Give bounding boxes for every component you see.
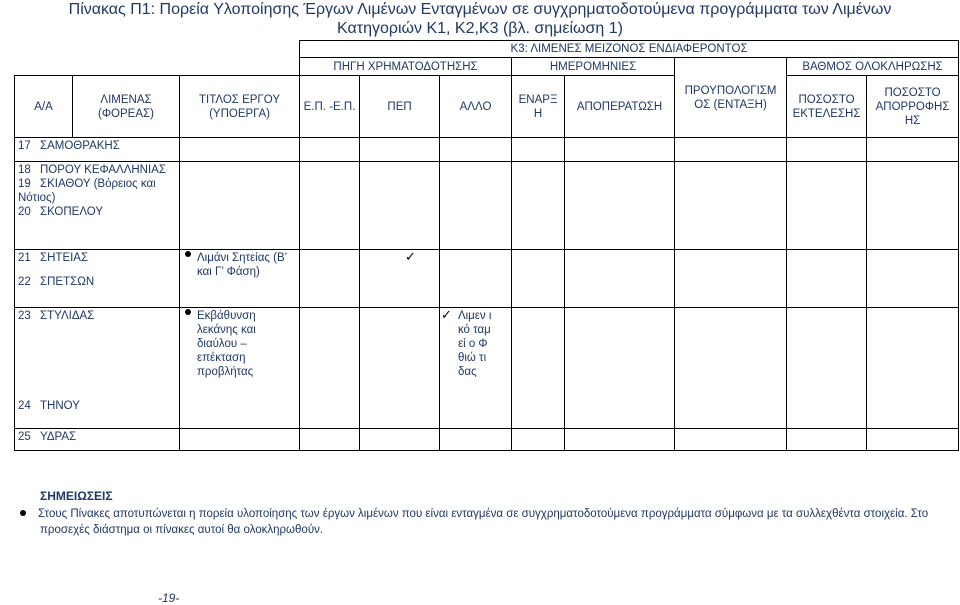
header-epep: Ε.Π. -Ε.Π. [300,76,360,138]
port-cell: 17 ΣΑΜΟΘΡΑΚΗΣ [15,138,180,162]
port-cell-group: 23 ΣΤΥΛΙΔΑΣ 24 ΤΗΝΟΥ [15,308,180,429]
section-title: Κ3: ΛΙΜΕΝΕΣ ΜΕΙΖΟΝΟΣ ΕΝΔΙΑΦΕΡΟΝΤΟΣ [300,41,959,58]
header-limenas: ΛΙΜΕΝΑΣ (ΦΟΡΕΑΣ) [73,76,180,138]
bullet-icon [185,251,191,257]
header-titlos: ΤΙΤΛΟΣ ΕΡΓΟΥ (ΥΠΟΕΡΓΑ) [180,76,300,138]
bullet-icon [185,309,191,315]
header-pososto-aporrofisis: ΠΟΣΟΣΤΟ ΑΠΟΡΡΟΦΗΣ ΗΣ [867,76,959,138]
page-number: -19- [158,591,180,605]
header-apoperatosi: ΑΠΟΠΕΡΑΤΩΣΗ [565,76,675,138]
notes-list [40,506,940,538]
table-row [15,429,959,451]
bullet-icon [20,510,26,516]
header-imerominies: ΗΜΕΡΟΜΗΝΙΕΣ [512,58,675,76]
port-cell: 25 ΥΔΡΑΣ [15,429,180,451]
project-cell: Λιμάνι Σητείας (Β’ και Γ’ Φάση) [180,250,300,308]
header-pososto-ektelesis: ΠΟΣΟΣΤΟ ΕΚΤΕΛΕΣΗΣ [787,76,867,138]
table-row [15,162,959,250]
header-aa: Α/Α [15,76,73,138]
allo-cell: ✓ Λιμεν ικό ταμεί ο Φθιώ τιδας [440,308,512,429]
list-item: Στους Πίνακες αποτυπώνεται η πορεία υλοποίησης των έργων λιμένων που είναι ενταγμένα σε συγχρηματοδοτούμενα προγράμματα σύμφωνα με τα συλλεχθέντα στοιχεία. Στο προσεχές διάστημα οι πίνακες αυτοί θα ολοκληρωθούν. [40,506,940,538]
notes-title: ΣΗΜΕΙΩΣΕΙΣ [40,489,113,503]
table-row [15,250,959,308]
header-pep: ΠΕΠ [360,76,440,138]
check-icon: ✓ [441,308,452,323]
port-cell-group: 18 ΠΟΡΟΥ ΚΕΦΑΛΛΗΝΙΑΣ 19 ΣΚΙΑΘΟΥ (Βόρειος και Νότιος) 20 ΣΚΟΠΕΛΟΥ [15,162,180,250]
header-enarxi: ΕΝΑΡΞ Η [512,76,565,138]
check-icon: ✓ [405,250,416,265]
ports-table [14,40,959,451]
header-vathmos: ΒΑΘΜΟΣ ΟΛΟΚΛΗΡΩΣΗΣ [787,58,959,76]
project-cell: Εκβάθυνση λεκάνης και διαύλου – επέκταση προβλήτας [180,308,300,429]
title-line-1: Πίνακας Π1: Πορεία Υλοποίησης Έργων Λιμένων Ενταγμένων σε συγχρηματοδοτούμενα προγράμματα των Λιμένων [68,1,892,18]
table-row [15,138,959,162]
port-cell-group: 21 ΣΗΤΕΙΑΣ 22 ΣΠΕΤΣΩΝ [15,250,180,308]
table-row [15,308,959,429]
header-allo: ΑΛΛΟ [440,76,512,138]
header-pigi: ΠΗΓΗ ΧΡΗΜΑΤΟΔΟΤΗΣΗΣ [300,58,512,76]
document-title [0,0,960,38]
title-line-2: Κατηγοριών Κ1, Κ2,Κ3 (βλ. σημείωση 1) [337,20,623,37]
header-proypologismos: ΠΡΟΥΠΟΛΟΓΙΣΜ ΟΣ (ΕΝΤΑΞΗ) [675,58,787,138]
